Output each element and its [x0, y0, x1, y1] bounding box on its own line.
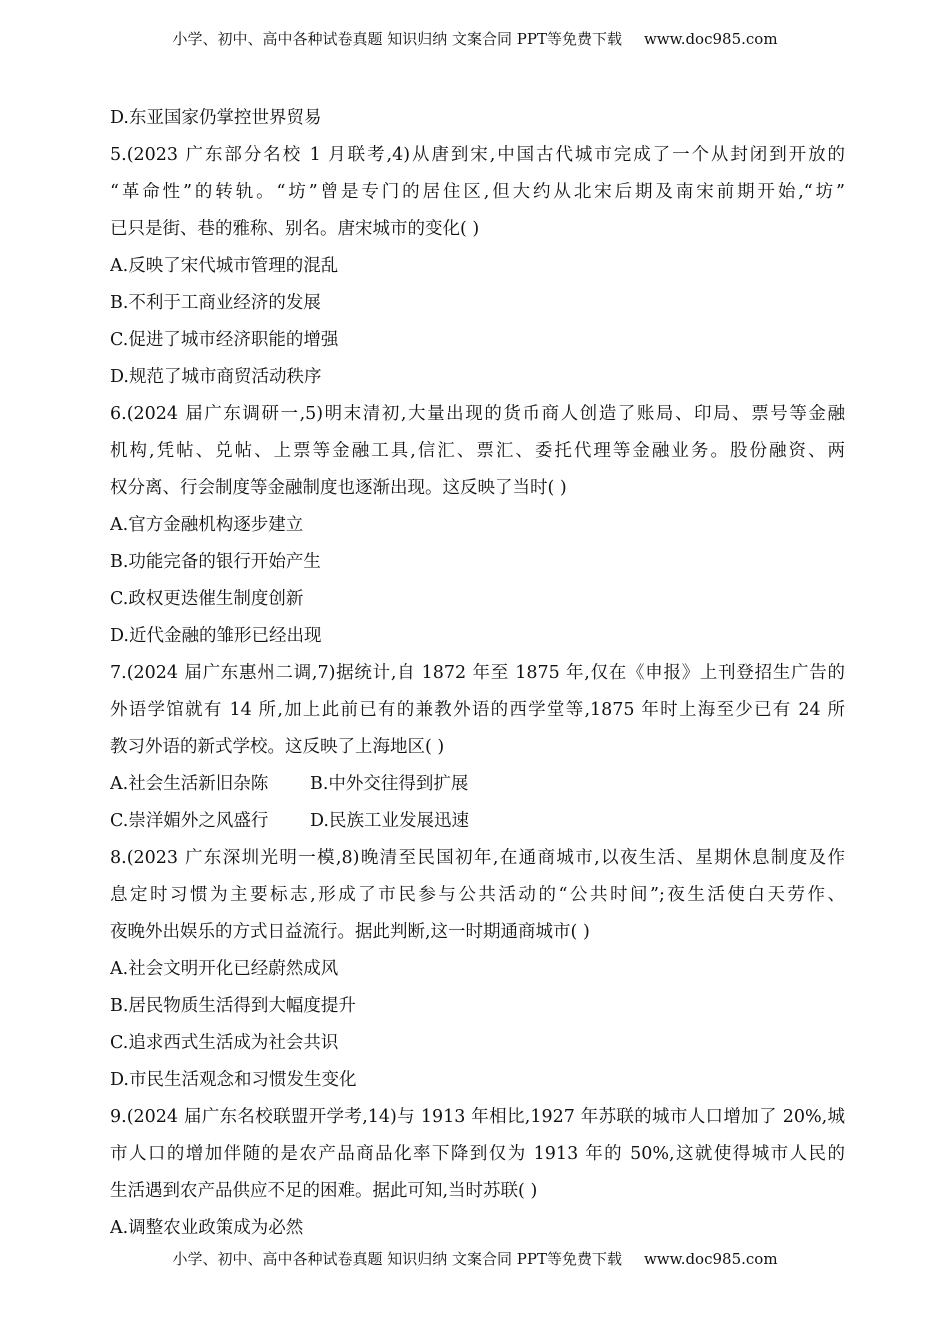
option-line: A.调整农业政策成为必然: [110, 1218, 304, 1238]
question-8-line: 8.(2023 广东深圳光明一模,8)晚清至民国初年,在通商城市,以夜生活、星期休息制度及作: [110, 848, 845, 868]
option-line: C.追求西式生活成为社会共识: [110, 1033, 339, 1053]
question-5-line: “革命性”的转轨。“坊”曾是专门的居住区,但大约从北宋后期及南宋前期开始,“坊”: [110, 182, 845, 202]
question-5-line: 已只是街、巷的雅称、别名。唐宋城市的变化( ): [110, 219, 480, 239]
option-line: D.东亚国家仍掌控世界贸易: [110, 108, 322, 128]
option-line: D.规范了城市商贸活动秩序: [110, 367, 322, 387]
option-line: A.官方金融机构逐步建立: [110, 515, 304, 535]
option-line: C.崇洋媚外之风盛行: [110, 811, 269, 831]
question-5-line: 5.(2023 广东部分名校 1 月联考,4)从唐到宋,中国古代城市完成了一个从封闭到开放的: [110, 145, 845, 165]
option-line: A.反映了宋代城市管理的混乱: [110, 256, 339, 276]
question-6-line: 权分离、行会制度等金融制度也逐渐出现。这反映了当时( ): [110, 478, 567, 498]
header-text: 小学、初中、高中各种试卷真题 知识归纳 文案合同 PPT等免费下载: [172, 30, 622, 48]
header-url[interactable]: www.doc985.com: [643, 30, 778, 48]
option-pair: [110, 803, 845, 840]
document-body: [110, 100, 845, 1247]
option-line: D.民族工业发展迅速: [310, 811, 469, 831]
question-6-line: 机构,凭帖、兑帖、上票等金融工具,信汇、票汇、委托代理等金融业务。股份融资、两: [110, 441, 845, 461]
option-line: A.社会生活新旧杂陈: [110, 774, 269, 794]
option-line: C.促进了城市经济职能的增强: [110, 330, 339, 350]
page-header: [0, 28, 950, 49]
option-pair: [110, 766, 845, 803]
footer-url[interactable]: www.doc985.com: [643, 1250, 778, 1268]
option-line: D.市民生活观念和习惯发生变化: [110, 1070, 357, 1090]
question-9-line: 市人口的增加伴随的是农产品商品化率下降到仅为 1913 年的 50%,这就使得城市人民的: [110, 1144, 845, 1164]
question-7-line: 7.(2024 届广东惠州二调,7)据统计,自 1872 年至 1875 年,仅在《申报》上刊登招生广告的: [110, 663, 845, 683]
question-8-line: 夜晚外出娱乐的方式日益流行。据此判断,这一时期通商城市( ): [110, 922, 590, 942]
option-line: B.功能完备的银行开始产生: [110, 552, 321, 572]
question-9-line: 生活遇到农产品供应不足的困难。据此可知,当时苏联( ): [110, 1181, 538, 1201]
question-6-line: 6.(2024 届广东调研一,5)明末清初,大量出现的货币商人创造了账局、印局、票号等金融: [110, 404, 845, 424]
option-line: B.居民物质生活得到大幅度提升: [110, 996, 356, 1016]
footer-text: 小学、初中、高中各种试卷真题 知识归纳 文案合同 PPT等免费下载: [172, 1250, 622, 1268]
question-9-line: 9.(2024 届广东名校联盟开学考,14)与 1913 年相比,1927 年苏联的城市人口增加了 20%,城: [110, 1107, 845, 1127]
option-line: B.中外交往得到扩展: [310, 774, 469, 794]
question-7-line: 教习外语的新式学校。这反映了上海地区( ): [110, 737, 445, 757]
page-footer: [0, 1248, 950, 1269]
option-line: B.不利于工商业经济的发展: [110, 293, 321, 313]
question-7-line: 外语学馆就有 14 所,加上此前已有的兼教外语的西学堂等,1875 年时上海至少已有 24 所: [110, 700, 845, 720]
question-8-line: 息定时习惯为主要标志,形成了市民参与公共活动的“公共时间”;夜生活使白天劳作、: [110, 885, 845, 905]
option-line: C.政权更迭催生制度创新: [110, 589, 304, 609]
option-line: D.近代金融的雏形已经出现: [110, 626, 322, 646]
option-line: A.社会文明开化已经蔚然成风: [110, 959, 339, 979]
